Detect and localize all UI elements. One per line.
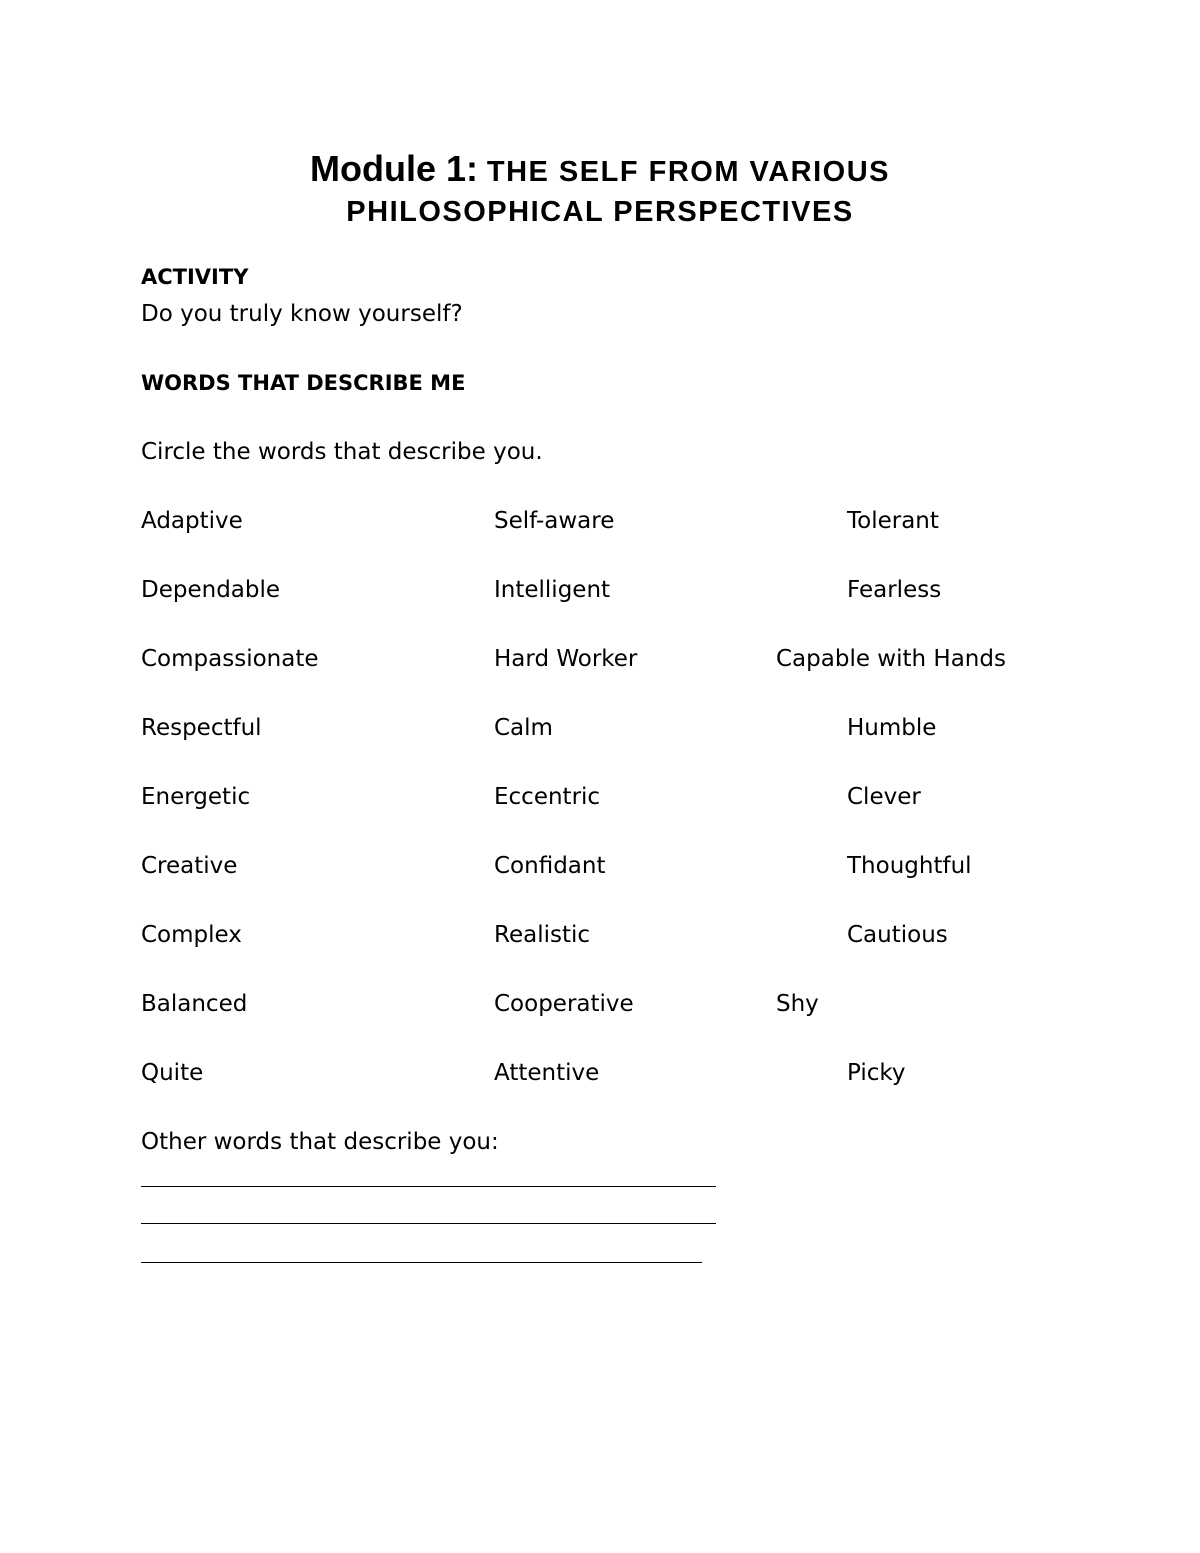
activity-heading: ACTIVITY [141, 265, 249, 289]
word-picky[interactable]: Picky [847, 1060, 906, 1086]
word-capable-with-hands[interactable]: Capable with Hands [776, 646, 1006, 672]
word-attentive[interactable]: Attentive [494, 1060, 600, 1086]
word-eccentric[interactable]: Eccentric [494, 784, 601, 810]
word-realistic[interactable]: Realistic [494, 922, 591, 948]
word-dependable[interactable]: Dependable [141, 577, 281, 603]
word-thoughtful[interactable]: Thoughtful [847, 853, 972, 879]
word-calm[interactable]: Calm [494, 715, 553, 741]
word-cautious[interactable]: Cautious [847, 922, 948, 948]
answer-line-1[interactable] [141, 1186, 716, 1187]
word-energetic[interactable]: Energetic [141, 784, 251, 810]
module-label: Module 1: [309, 148, 478, 189]
word-respectful[interactable]: Respectful [141, 715, 262, 741]
question-text: Do you truly know yourself? [141, 301, 463, 327]
word-clever[interactable]: Clever [847, 784, 921, 810]
word-creative[interactable]: Creative [141, 853, 238, 879]
word-adaptive[interactable]: Adaptive [141, 508, 243, 534]
word-shy[interactable]: Shy [776, 991, 819, 1017]
word-fearless[interactable]: Fearless [847, 577, 942, 603]
instruction-text: Circle the words that describe you. [141, 439, 543, 465]
answer-line-3[interactable] [141, 1262, 702, 1263]
word-cooperative[interactable]: Cooperative [494, 991, 634, 1017]
answer-line-2[interactable] [141, 1223, 716, 1224]
other-words-label: Other words that describe you: [141, 1129, 499, 1155]
word-balanced[interactable]: Balanced [141, 991, 248, 1017]
word-quite[interactable]: Quite [141, 1060, 204, 1086]
word-humble[interactable]: Humble [847, 715, 937, 741]
word-hard-worker[interactable]: Hard Worker [494, 646, 638, 672]
word-complex[interactable]: Complex [141, 922, 242, 948]
word-confidant[interactable]: Confidant [494, 853, 606, 879]
page-title-line-1 [0, 148, 1200, 190]
title-text-1: THE SELF FROM VARIOUS [486, 156, 891, 188]
section-heading: WORDS THAT DESCRIBE ME [141, 371, 466, 395]
word-intelligent[interactable]: Intelligent [494, 577, 611, 603]
page-title-line-2: PHILOSOPHICAL PERSPECTIVES [346, 196, 854, 228]
word-self-aware[interactable]: Self-aware [494, 508, 615, 534]
word-tolerant[interactable]: Tolerant [847, 508, 939, 534]
word-compassionate[interactable]: Compassionate [141, 646, 319, 672]
